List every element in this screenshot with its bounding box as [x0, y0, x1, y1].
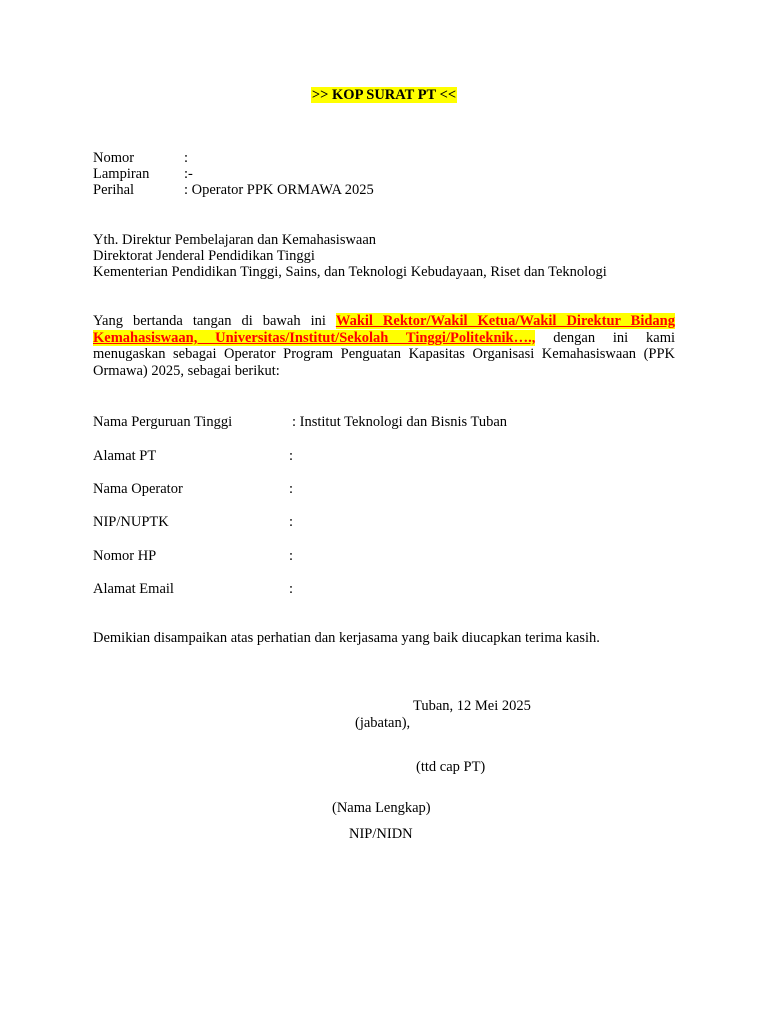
- field-label-nama-operator: Nama Operator: [93, 481, 183, 497]
- letterhead-placeholder: [0, 87, 768, 104]
- field-label-nomor-hp: Nomor HP: [93, 548, 157, 564]
- body-highlight: Wakil Rektor/Wakil Ketua/Wakil Direktur Bidang Kemahasiswaan, Universitas/Institut/Sekolah Tinggi/Politeknik….,: [93, 313, 676, 346]
- body-intro: Yang bertanda tangan di bawah ini: [93, 313, 336, 329]
- field-label-email: Alamat Email: [93, 581, 174, 597]
- recipient-line-3: Kementerian Pendidikan Tinggi, Sains, dan Teknologi Kebudayaan, Riset dan Teknologi: [93, 264, 607, 280]
- signatory-name: (Nama Lengkap): [332, 800, 431, 816]
- recipient-line-1: Yth. Direktur Pembelajaran dan Kemahasiswaan: [93, 232, 377, 248]
- perihal-label: Perihal: [93, 182, 135, 198]
- field-label-nip: NIP/NUPTK: [93, 514, 169, 530]
- signatory-position: (jabatan),: [355, 715, 411, 731]
- nomor-value: :: [184, 150, 189, 166]
- field-value-nomor-hp: :: [289, 548, 294, 564]
- body-rest: dengan ini kami menugaskan sebagai Operator Program Penguatan Kapasitas Organisasi Kemahasiswaan (PPK Ormawa) 2025, sebagai berikut:: [93, 329, 675, 379]
- field-value-alamat-pt: :: [289, 448, 294, 464]
- nomor-label: Nomor: [93, 150, 135, 166]
- body-paragraph: [93, 313, 675, 379]
- place-date: Tuban, 12 Mei 2025: [413, 698, 531, 714]
- closing-sentence: Demikian disampaikan atas perhatian dan kerjasama yang baik diucapkan terima kasih.: [93, 630, 600, 646]
- field-value-nama-operator: :: [289, 481, 294, 497]
- field-label-alamat-pt: Alamat PT: [93, 448, 157, 464]
- lampiran-value: :-: [184, 166, 193, 182]
- perihal-value: : Operator PPK ORMAWA 2025: [184, 182, 374, 198]
- field-label-nama-pt: Nama Perguruan Tinggi: [93, 414, 233, 430]
- field-value-nama-pt: : Institut Teknologi dan Bisnis Tuban: [292, 414, 508, 430]
- field-value-nip: :: [289, 514, 294, 530]
- signatory-id: NIP/NIDN: [349, 826, 413, 842]
- field-value-email: :: [289, 581, 294, 597]
- signature-stamp-placeholder: (ttd cap PT): [416, 759, 486, 775]
- letterhead-text: >> KOP SURAT PT <<: [311, 87, 457, 103]
- recipient-line-2: Direktorat Jenderal Pendidikan Tinggi: [93, 248, 315, 264]
- lampiran-label: Lampiran: [93, 166, 150, 182]
